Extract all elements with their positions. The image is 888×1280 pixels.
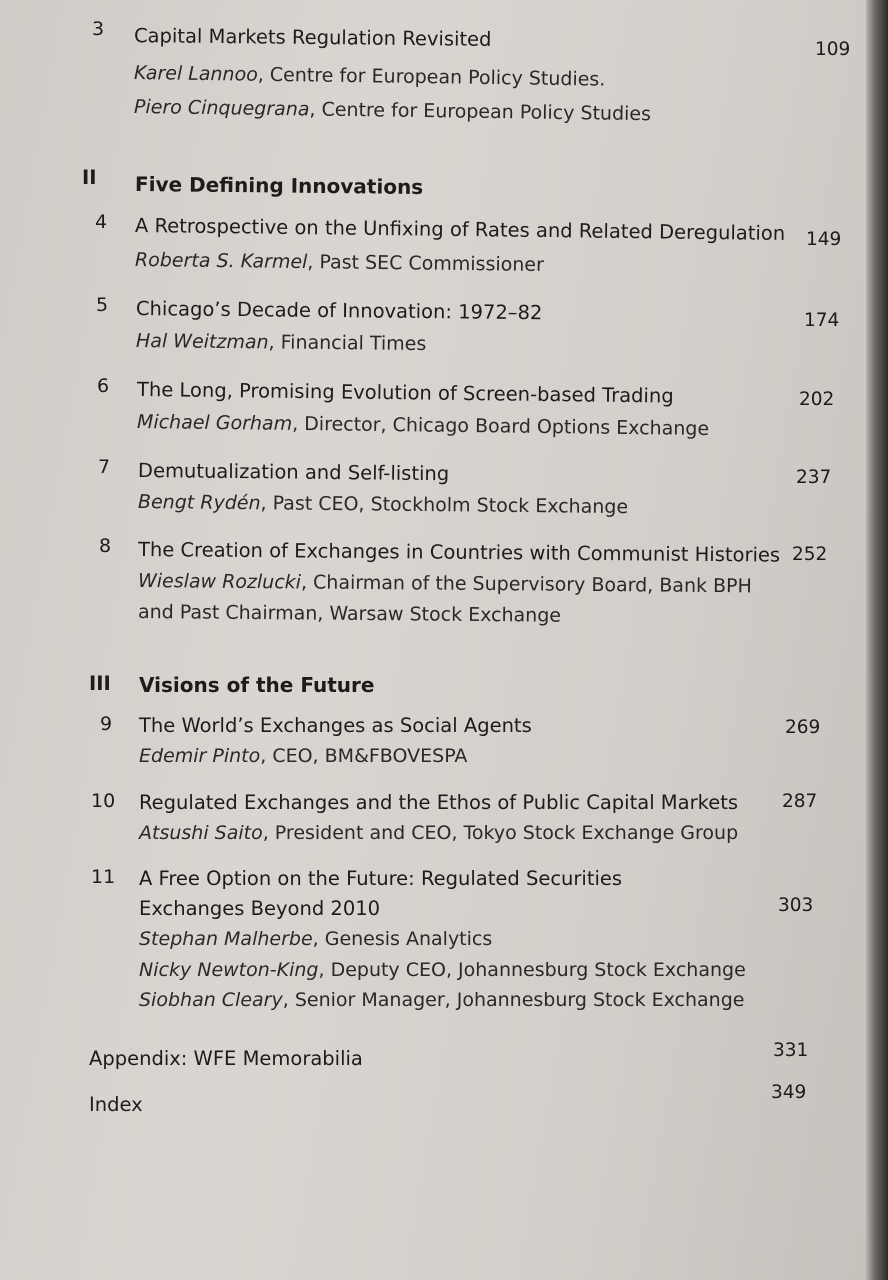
chapter-title-line1: A Free Option on the Future: Regulated Securities — [139, 867, 623, 890]
chapter-title: The Long, Promising Evolution of Screen-based Trading — [136, 378, 674, 408]
author-line — [139, 989, 744, 1011]
index-title: Index — [89, 1093, 143, 1116]
chapter-number: 6 — [97, 375, 110, 397]
chapter-number: 11 — [91, 866, 116, 888]
page-number: 202 — [799, 389, 835, 410]
author-line — [136, 330, 427, 355]
author-line — [139, 745, 467, 767]
author-line — [137, 411, 709, 440]
page-number: 174 — [804, 310, 840, 331]
chapter-title: Demutualization and Self-listing — [137, 459, 450, 486]
author-affiliation: , CEO, BM&FBOVESPA — [260, 745, 468, 767]
chapter-number: 3 — [92, 18, 105, 40]
author-affiliation: , Past SEC Commissioner — [307, 251, 545, 276]
appendix-title: Appendix: WFE Memorabilia — [89, 1047, 363, 1070]
page-number: 303 — [778, 895, 814, 916]
page-number: 252 — [792, 544, 828, 565]
author-name: Stephan Malherbe — [139, 928, 313, 950]
author-name: Bengt Rydén — [137, 491, 261, 515]
author-name: Piero Cinquegrana — [133, 96, 310, 121]
chapter-title-line2: Exchanges Beyond 2010 — [139, 897, 381, 920]
author-line — [134, 96, 651, 125]
author-affiliation: , Deputy CEO, Johannesburg Stock Exchange — [318, 959, 746, 981]
chapter-number: 7 — [98, 456, 111, 478]
author-affiliation: , Director, Chicago Board Options Exchange — [292, 412, 710, 440]
chapter-title: Capital Markets Regulation Revisited — [133, 24, 492, 51]
part-title: Five Defining Innovations — [134, 172, 424, 200]
part-title: Visions of the Future — [139, 673, 375, 697]
page-number: 237 — [796, 467, 832, 488]
part-number: III — [89, 672, 111, 695]
author-affiliation: , Centre for European Policy Studies. — [257, 63, 606, 91]
author-name: Edemir Pinto — [139, 745, 261, 767]
page-number: 269 — [785, 717, 821, 738]
chapter-title: A Retrospective on the Unfixing of Rates and Related Deregulation — [134, 214, 786, 245]
chapter-number: 4 — [95, 211, 108, 233]
author-affiliation: , Centre for European Policy Studies — [309, 98, 652, 126]
page-edge-shadow — [866, 0, 888, 1280]
chapter-title: The Creation of Exchanges in Countries with Communist Histories — [137, 538, 781, 567]
author-line-continued: and Past Chairman, Warsaw Stock Exchange — [137, 601, 562, 627]
author-affiliation: , President and CEO, Tokyo Stock Exchange Group — [262, 822, 739, 844]
author-affiliation: , Past CEO, Stockholm Stock Exchange — [260, 492, 629, 519]
author-line — [138, 491, 628, 518]
chapter-number: 8 — [99, 535, 112, 557]
author-affiliation: , Genesis Analytics — [312, 928, 493, 950]
chapter-number: 10 — [91, 790, 116, 812]
author-name: Roberta S. Karmel — [134, 249, 308, 274]
chapter-title: Regulated Exchanges and the Ethos of Public Capital Markets — [139, 791, 738, 814]
page-number: 349 — [771, 1082, 807, 1103]
page-number: 109 — [815, 39, 851, 60]
chapter-title: The World’s Exchanges as Social Agents — [139, 714, 532, 737]
author-name: Nicky Newton-King — [139, 959, 319, 981]
chapter-title: Chicago’s Decade of Innovation: 1972–82 — [135, 297, 543, 325]
author-name: Hal Weitzman — [135, 330, 269, 354]
author-line — [134, 62, 606, 91]
page-number: 287 — [782, 791, 818, 812]
author-affiliation: , Chairman of the Supervisory Board, Bank BPH — [300, 571, 752, 598]
part-number: II — [82, 166, 97, 189]
author-line — [139, 959, 746, 981]
author-affiliation: , Senior Manager, Johannesburg Stock Exchange — [282, 989, 745, 1011]
author-name: Atsushi Saito — [139, 822, 263, 844]
page-number: 331 — [773, 1040, 809, 1061]
author-line — [135, 249, 544, 276]
author-line — [139, 928, 492, 950]
chapter-number: 9 — [100, 713, 113, 735]
author-name: Karel Lannoo — [133, 62, 258, 86]
author-name: Siobhan Cleary — [139, 989, 283, 1011]
author-line — [139, 822, 738, 844]
author-name: Michael Gorham — [136, 411, 293, 435]
author-line — [138, 570, 752, 597]
author-affiliation: , Financial Times — [268, 331, 427, 356]
page-number: 149 — [806, 229, 842, 250]
author-name: Wieslaw Rozlucki — [137, 570, 302, 594]
chapter-number: 5 — [96, 294, 109, 316]
